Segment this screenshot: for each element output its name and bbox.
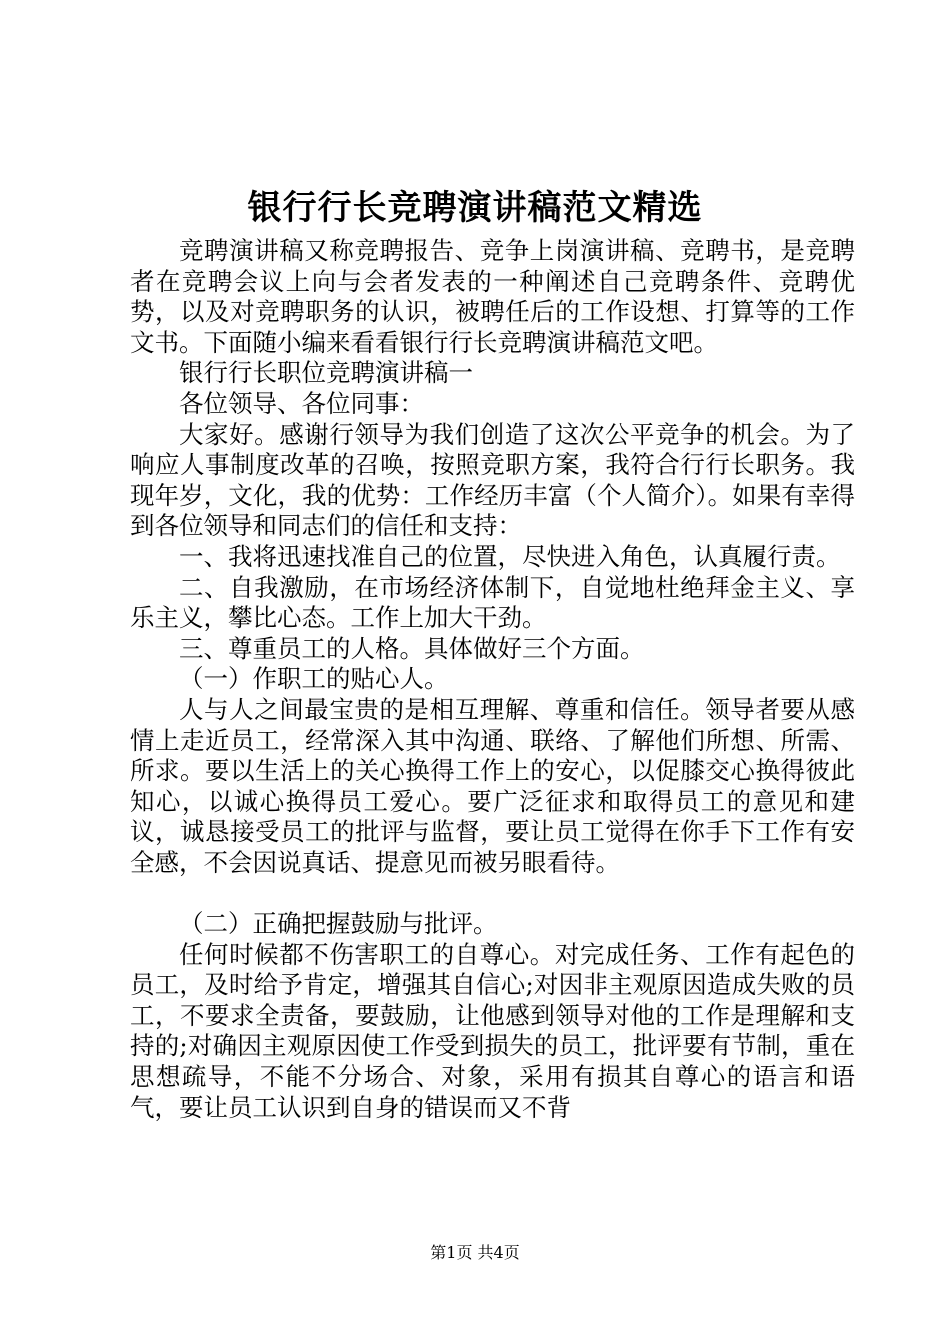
paragraph-intro: 竞聘演讲稿又称竞聘报告、竞争上岗演讲稿、竞聘书，是竞聘者在竞聘会议上向与会者发表的一种阐述自己竞聘条件、竞聘优势，以及对竞聘职务的认识，被聘任后的工作设想、打算等的工作文书。下面随小编来看看银行行长竞聘演讲稿范文吧。 [130, 236, 855, 357]
paragraph-salutation: 各位领导、各位同事： [179, 388, 424, 418]
paragraph-subheading-two: （二）正确把握鼓励与批评。 [179, 909, 498, 939]
paragraph-body-one: 人与人之间最宝贵的是相互理解、尊重和信任。领导者要从感情上走近员工，经常深入其中沟通、联络、了解他们所想、所需、所求。要以生活上的关心换得工作上的安心，以促膝交心换得彼此知心，以诚心换得员工爱心。要广泛征求和取得员工的意见和建议，诚恳接受员工的批评与监督，要让员工觉得在你手下工作有安全感，不会因说真话、提意见而被另眼看待。 [130, 694, 855, 877]
paragraph-subheading-one: （一）作职工的贴心人。 [179, 664, 449, 694]
paragraph-point-two: 二、自我激励，在市场经济体制下，自觉地杜绝拜金主义、享乐主义，攀比心态。工作上加大干劲。 [130, 572, 855, 633]
paragraph-greeting: 大家好。感谢行领导为我们创造了这次公平竞争的机会。为了响应人事制度改革的召唤，按照竞职方案，我符合行行长职务。我现年岁，文化，我的优势：工作经历丰富（个人简介）。如果有幸得到各位领导和同志们的信任和支持： [130, 419, 855, 541]
paragraph-speech-heading: 银行行长职位竞聘演讲稿一 [179, 358, 473, 388]
document-body [130, 236, 855, 1123]
paragraph-point-three: 三、尊重员工的人格。具体做好三个方面。 [179, 633, 645, 663]
page-number-footer: 第1页 共4页 [430, 1243, 520, 1262]
paragraph-body-two: 任何时候都不伤害职工的自尊心。对完成任务、工作有起色的员工，及时给予肯定，增强其自信心;对因非主观原因造成失败的员工，不要求全责备，要鼓励，让他感到领导对他的工作是理解和支持的;对确因主观原因使工作受到损失的员工，批评要有节制，重在思想疏导，不能不分场合、对象，采用有损其自尊心的语言和语气，要让员工认识到自身的错误而又不背 [130, 939, 855, 1122]
document-title: 银行行长竞聘演讲稿范文精选 [247, 188, 703, 228]
paragraph-point-one: 一、我将迅速找准自己的位置，尽快进入角色，认真履行责。 [179, 541, 841, 571]
